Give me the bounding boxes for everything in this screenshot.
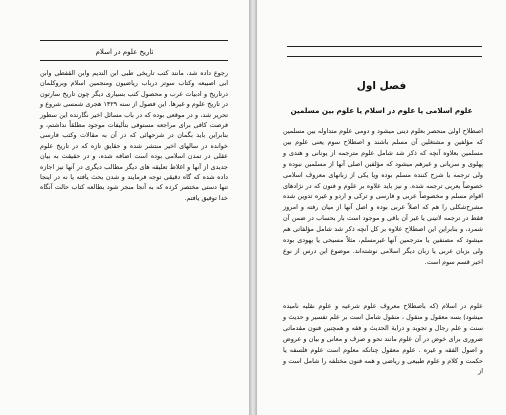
top-rule	[40, 40, 228, 41]
chapter-subtitle: علوم اسلامی یا علوم در اسلام یا علوم بین مسلمین	[290, 106, 473, 115]
right-page	[257, 0, 506, 415]
top-rule-2	[287, 56, 482, 57]
book-gutter	[249, 0, 257, 415]
running-head: تاريخ علوم در اسلام	[95, 48, 154, 56]
right-body-paragraph-1: اصطلاح اولی منحصر بعلوم دینی میشود و دومی علوم متداوله بین مسلمین که مؤلفین و مشتغلین آن مسلم باشند و اصطلاح سوم یعنی علوم بین مسلمین بعلاوه آنچه که ذکر شد شامل علوم مترجمه از یونانی و هندی و پهلوی و سریانی و غیرهم میشود که مؤلفین اصلی آنها از مسلمین نبوده و ولی ترجمه یا شرح کننده مسلم بوده ویا یکی از زبانهای معروف اسلامی خصوصاً بعربی ترجمه شده. و نیز باید علاوه بر علوم و فنون که در نژادهای اقوام مسلم و مخصوصاً عربی و فارسی و ترکی و اردو و غیره تدوین شده مشرح‌شکلی را هم که اصلاً عربی بوده و اصل آنها از میان رفته و امروز فقط در ترجمه لاتینی یا غیر آن باقی و موجود است بار بحساب در ضمن آن شمرد، و بنابراین این اصطلاح علاوه بر کل آنچه ذکر شد شامل مؤلفاتی هم میشود که مصنفین یا مترجمین آنها غیرمسلم، مثلاً مسیحی یا یهودی بوده ولی بزبان عربی یا زبان دیگر اسلامی نوشته‌اند. موضوع این درس از نوع اخیر قسم سوم است.	[283, 127, 483, 266]
header-underline	[40, 60, 228, 61]
chapter-title: فصل اول	[356, 80, 407, 92]
left-body-text: رجوع داده شد، مانند کتب تاریخی طبی ابن الندیم وابن القفطی وابن ابی اصیبعه وکتاب سوتر درباب ریاضیون ومنجمین اسلام وبروکلمان درتاریخ و ادبیات عرب و محصول کتب بسیاری دیگر چون تاریخ سارتون در تاریخ علوم و غیرها. این فصول از سنه ۱۳۲۹ هجری شمسی شروع و تحریر شد، و در موقعی بوده که در باب مسائل اخیر نگارنده این سطور فرصت کافی برای مراجعه مستوفی بتألیفات موجود مطلقاً نداشتم، و بنابراین باید بگمان در شرحهائی که در آن به مقالات وکتب فارسی خوانده در سالهای اخیر منتشر شده و حقایق تازه که در تاریخ علوم عقلی در تمدن اسلامی بوده است اضافه شده، و در حقیقت به بیان جدیدی از آنها و اغلاط تعلیقه های دیگر مطالب دیگری در آنها نیز اجازه داده شده که گاه دقیقی توجه فرمایند و شدن بحث یافته یا نه در اینجا تنها دستی مختصر کرده که به آنجا منجر شود بطالعه کتاب حالت آنگاه خدا توفیق یافتم.	[40, 69, 229, 202]
right-body-paragraph-2: علوم در اسلام (که باصطلاح معروف علوم شرعیه و علوم نقلیه نامیده میشود) بسه معقول و منقول ، منقول شامل است بر علم تفسیر و حدیث و سنت و علم رجال و تجوید و درایة الحدیث و فقه و همچنین فنون مقدماتی ضروری برای خوض در آن علوم مانند نحو و صرف و معانی و بیان و عروض و اصول الفقه و غیره . علوم معقول چنانکه معلوم است علوم فلسفه یا حکمت و کلام و علوم طبیعی و ریاضی و همه فنون مختلفه را شامل است و از	[283, 302, 483, 376]
top-rule-1	[287, 46, 482, 47]
left-page	[0, 0, 249, 415]
